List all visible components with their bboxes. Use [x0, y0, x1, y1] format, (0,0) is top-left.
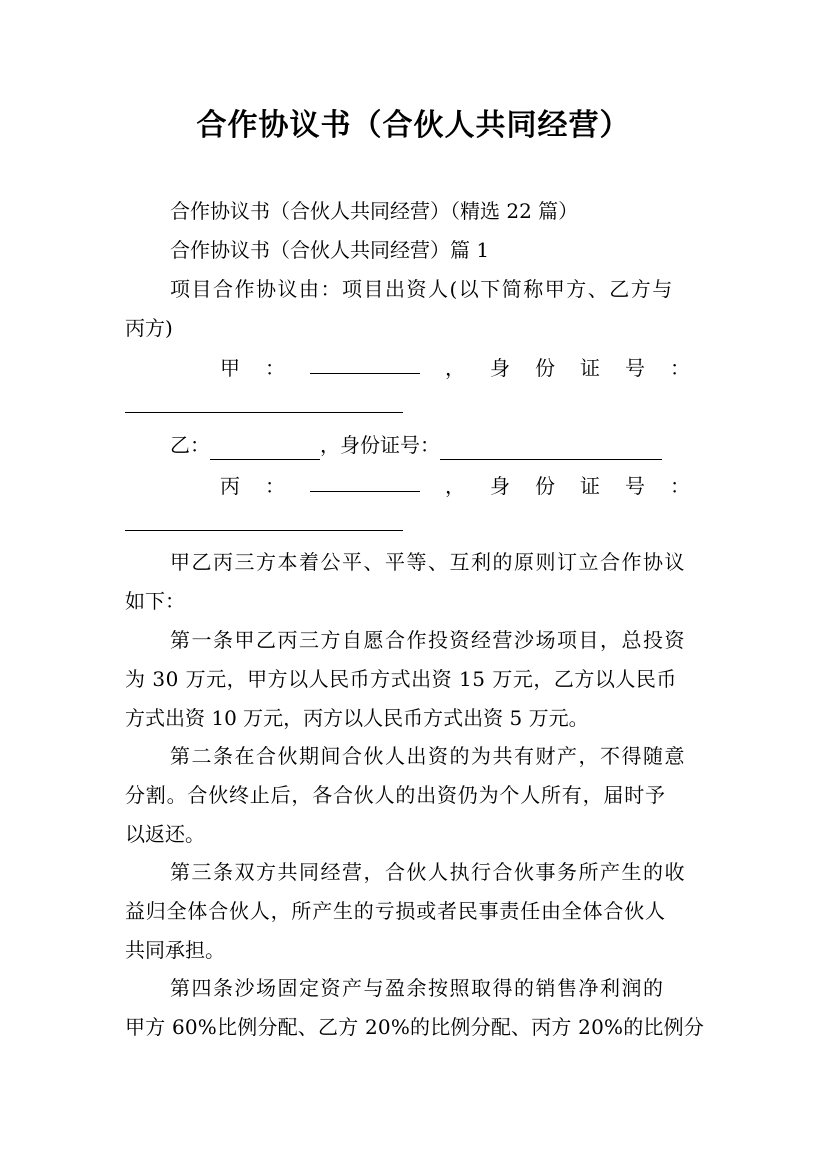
party-a-char: 份: [535, 356, 555, 380]
article-3-line: 益归全体合伙人，所产生的亏损或者民事责任由全体合伙人: [125, 899, 666, 923]
party-c-char: ：: [670, 474, 690, 498]
party-c-char: 证: [580, 474, 600, 498]
article-3-line: 共同承担。: [125, 938, 225, 962]
party-a-char: 甲: [220, 356, 240, 380]
party-b-name-blank[interactable]: [210, 437, 320, 460]
article-1-line: 为 30 万元，甲方以人民币方式出资 15 万元，乙方以人民币: [125, 667, 677, 691]
party-a-char: ，: [445, 356, 465, 380]
party-c-char: ：: [265, 474, 285, 498]
party-c-char: ，: [445, 474, 465, 498]
party-c-id-blank[interactable]: [125, 530, 403, 531]
article-4-line: 甲方 60%比例分配、乙方 20%的比例分配、丙方 20%的比例分: [125, 1015, 705, 1039]
party-c-char: 份: [535, 474, 555, 498]
intro-line-1: 项目合作协议由：项目出资人(以下简称甲方、乙方与: [170, 277, 674, 301]
party-c-char: 身: [490, 474, 510, 498]
party-a-blank[interactable]: [310, 353, 420, 374]
party-a-char: 证: [580, 356, 600, 380]
party-c-char: 丙: [220, 474, 240, 498]
article-4-line: 第四条沙场固定资产与盈余按照取得的销售净利润的: [170, 976, 665, 1000]
article-2-line: 第二条在合伙期间合伙人出资的为共有财产，不得随意: [170, 744, 686, 768]
article-1-line: 方式出资 10 万元，丙方以人民币方式出资 5 万元。: [125, 706, 589, 730]
article-2-line: 以返还。: [125, 822, 205, 846]
party-b-row: [170, 430, 662, 460]
intro-line-2: 丙方): [125, 316, 173, 340]
party-a-char: ：: [670, 356, 690, 380]
party-a-char: ：: [265, 356, 285, 380]
party-b-id-blank[interactable]: [440, 437, 662, 460]
party-a-id-blank[interactable]: [125, 412, 403, 413]
party-a-char: 号: [625, 356, 645, 380]
party-a-char: 身: [490, 356, 510, 380]
subtitle-line: 合作协议书（合伙人共同经营）（精选 22 篇）: [170, 199, 579, 223]
party-c-blank[interactable]: [310, 471, 420, 492]
article-3-line: 第三条双方共同经营，合伙人执行合伙事务所产生的收: [170, 860, 686, 884]
party-b-label: 乙：: [170, 433, 210, 457]
paragraph-line: 甲乙丙三方本着公平、平等、互利的原则订立合作协议: [170, 550, 686, 574]
article-1-line: 第一条甲乙丙三方自愿合作投资经营沙场项目，总投资: [170, 628, 686, 652]
party-b-id-label: ，身份证号：: [320, 433, 440, 457]
article-2-line: 分割。合伙终止后，各合伙人的出资仍为个人所有，届时予: [125, 783, 666, 807]
party-a-row: [220, 353, 690, 383]
paragraph-line: 如下：: [125, 589, 185, 613]
party-c-char: 号: [625, 474, 645, 498]
section-heading: 合作协议书（合伙人共同经营）篇 1: [170, 238, 490, 262]
document-title: 合作协议书（合伙人共同经营）: [196, 108, 631, 143]
party-c-row: [220, 471, 690, 501]
